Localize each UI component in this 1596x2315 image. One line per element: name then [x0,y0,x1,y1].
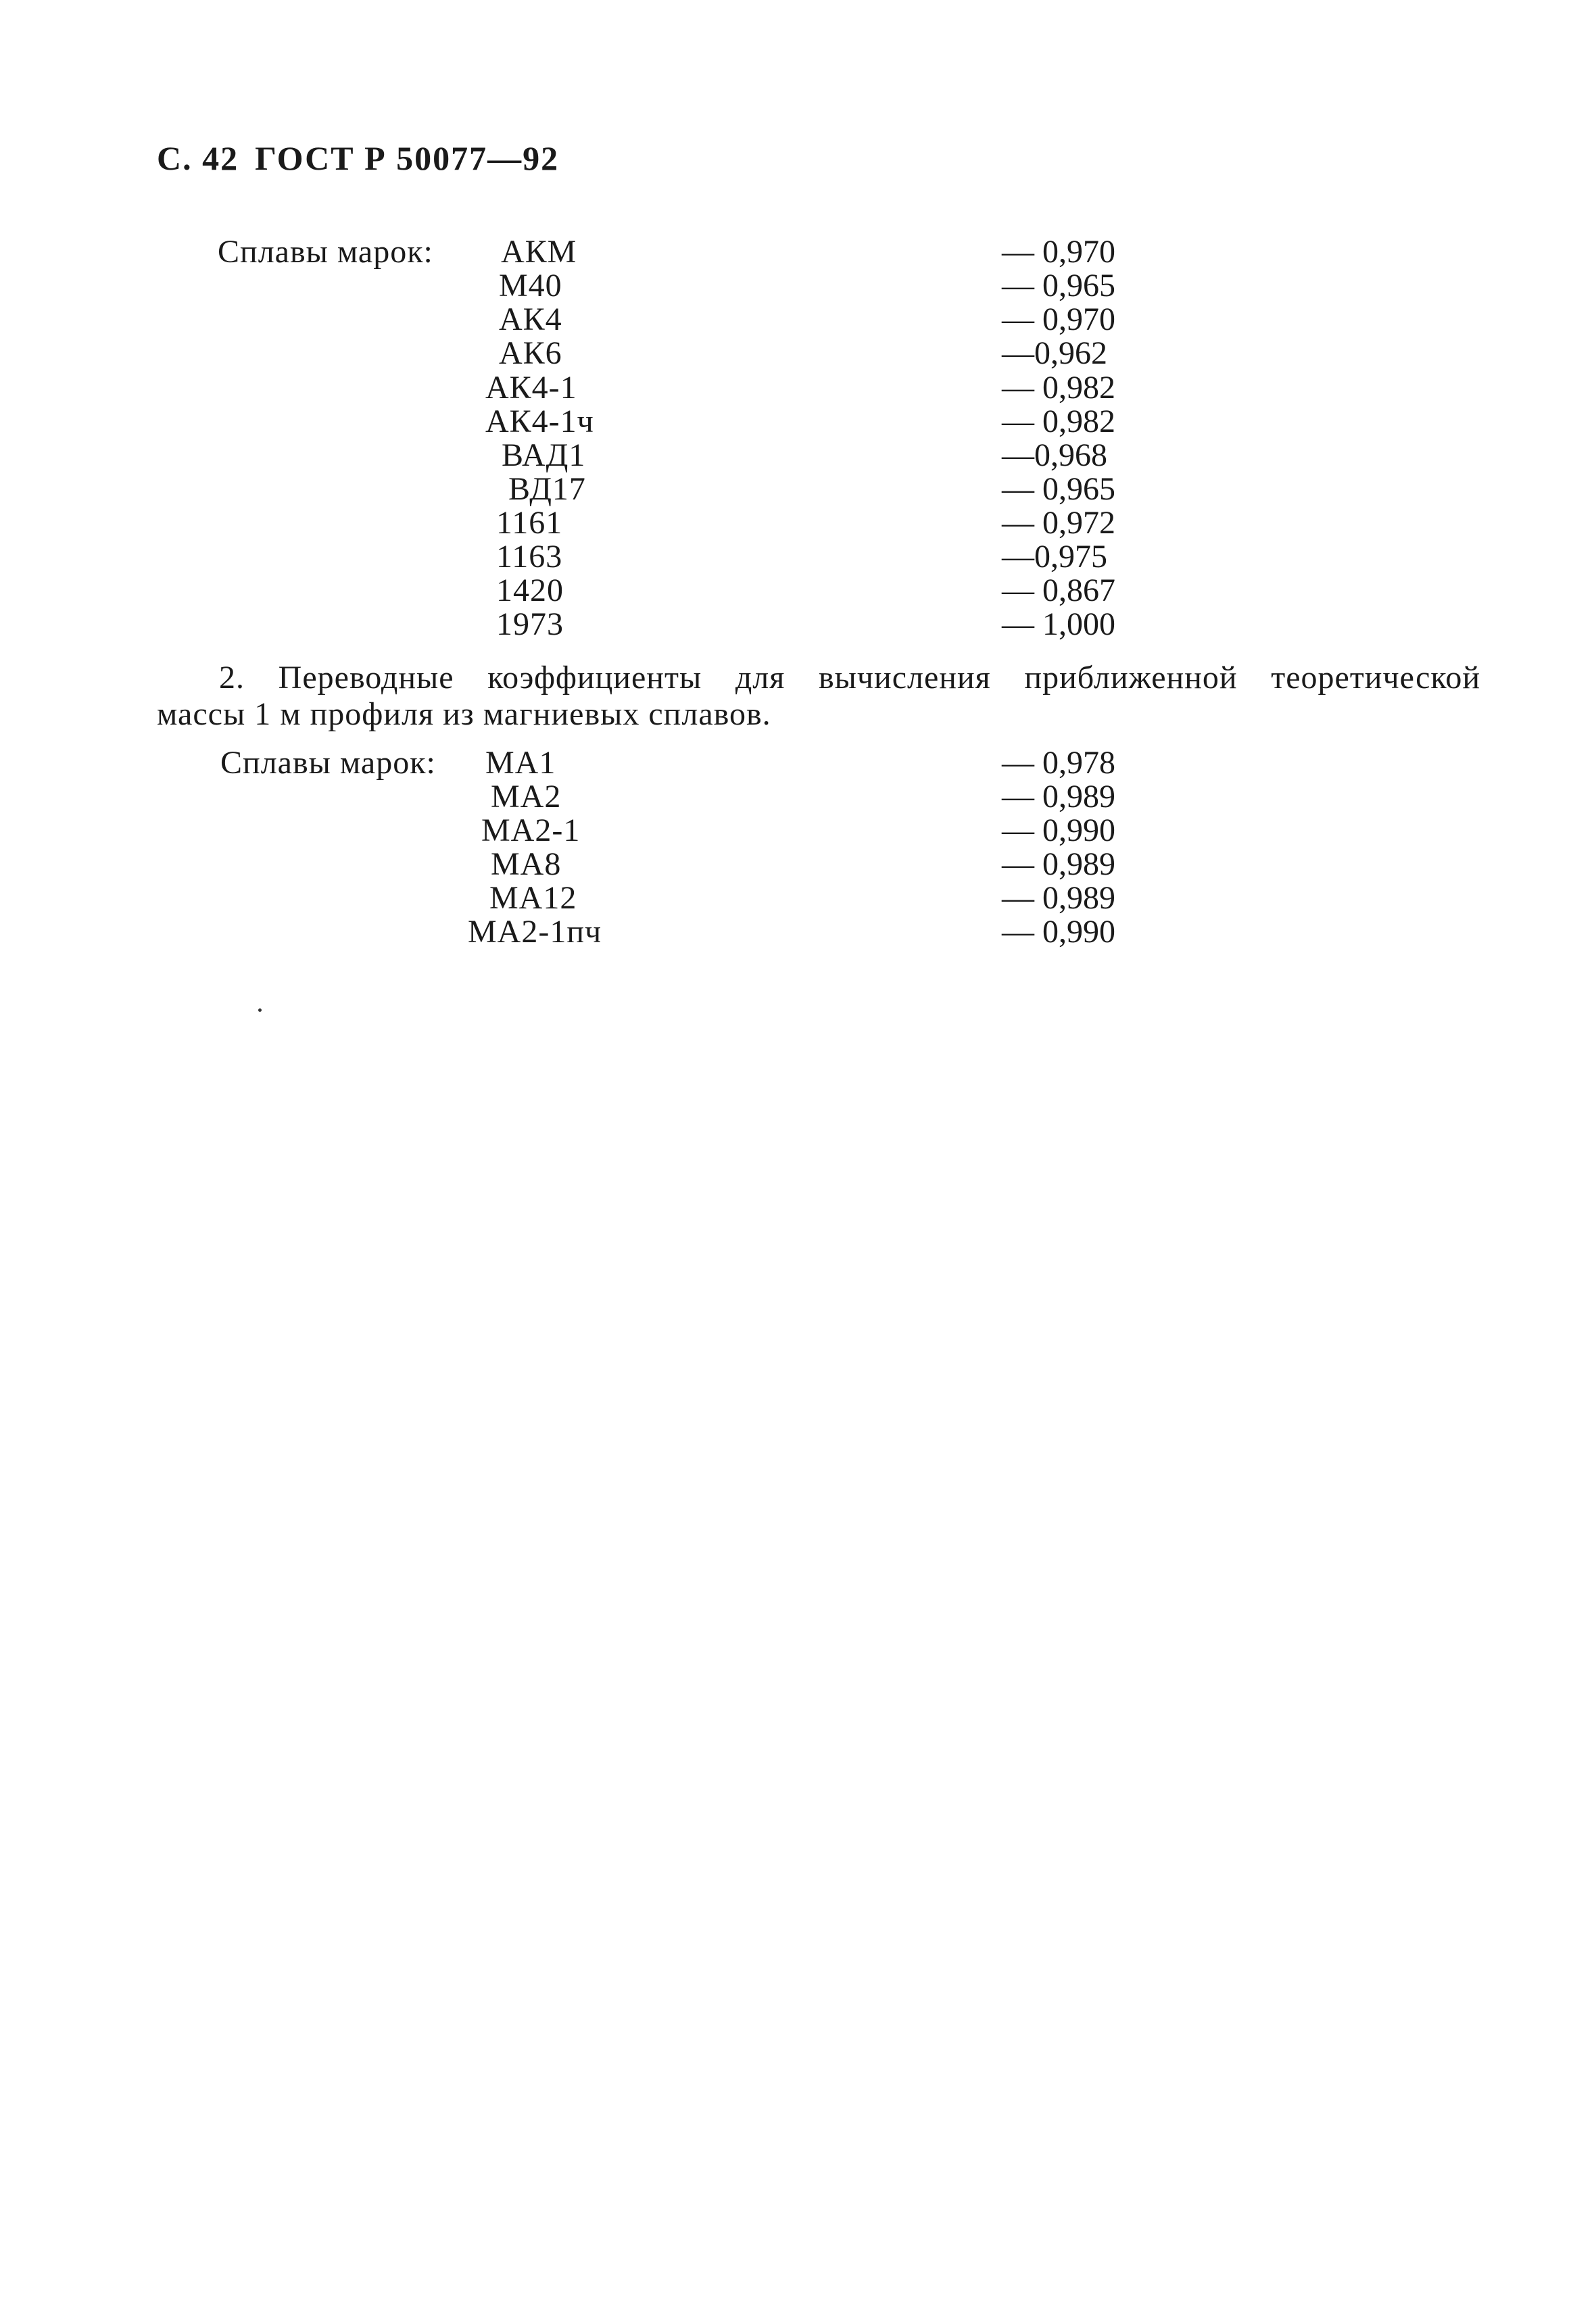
page-number: С. 42 [157,139,239,177]
alloy-grade: АК4-1ч [485,404,594,439]
alloy-grade: М40 [499,268,562,303]
conversion-coefficient: — 0,990 [1002,812,1115,848]
conversion-coefficient: — 0,970 [1002,301,1115,337]
list-item [0,371,1596,405]
paragraph-line: 2. Переводные коэффициенты для вычисления приближенной теоретической [219,660,1480,696]
conversion-coefficient: — 0,989 [1002,846,1115,882]
list-item [0,814,1596,848]
alloy-grade: 1420 [496,572,564,608]
alloy-grade: АКМ [501,234,577,270]
stray-dot [258,1008,262,1012]
standard-designation: ГОСТ Р 50077—92 [255,139,560,177]
list-item [0,472,1596,506]
conversion-coefficient: — 0,989 [1002,779,1115,814]
alloy-grade: АК6 [499,335,562,371]
page-header [157,139,575,178]
list-item [0,608,1596,641]
list-lead-label: Сплавы марок: [220,745,436,781]
alloy-grade: ВАД1 [502,437,586,473]
list-item [0,235,1596,269]
conversion-coefficient: — 0,965 [1002,471,1115,507]
alloy-grade: МА8 [491,846,562,882]
list-item [0,337,1596,370]
conversion-coefficient: —0,962 [1002,335,1107,371]
conversion-coefficient: — 0,982 [1002,370,1115,406]
conversion-coefficient: — 0,965 [1002,268,1115,303]
conversion-coefficient: —0,968 [1002,437,1107,473]
list-item [0,915,1596,949]
alloy-grade: МА2 [491,779,562,814]
conversion-coefficient: — 0,972 [1002,505,1115,541]
alloy-grade: 1163 [496,539,563,575]
alloy-grade: МА1 [485,745,556,781]
conversion-coefficient: — 0,989 [1002,880,1115,916]
list-item [0,439,1596,472]
list-item [0,303,1596,337]
list-lead-label: Сплавы марок: [218,234,433,270]
conversion-coefficient: — 0,867 [1002,572,1115,608]
list-item [0,405,1596,439]
conversion-coefficient: — 1,000 [1002,606,1115,642]
alloy-grade: 1161 [496,505,563,541]
list-item [0,540,1596,574]
list-item [0,746,1596,780]
alloy-grade: АК4 [499,301,562,337]
list-item [0,881,1596,915]
conversion-coefficient: — 0,978 [1002,745,1115,781]
paragraph-2 [157,660,1480,733]
conversion-coefficient: — 0,982 [1002,404,1115,439]
conversion-coefficient: — 0,970 [1002,234,1115,270]
list-item [0,780,1596,814]
alloy-grade: МА2-1 [481,812,581,848]
alloy-grade: АК4-1 [485,370,577,406]
list-item [0,574,1596,608]
alloy-grade: МА12 [489,880,577,916]
alloy-grade: ВД17 [508,471,586,507]
alloy-grade: МА2-1пч [468,914,602,950]
paragraph-line: массы 1 м профиля из магниевых сплавов. [157,696,771,732]
list-item [0,506,1596,540]
conversion-coefficient: —0,975 [1002,539,1107,575]
list-item [0,848,1596,881]
list-item [0,269,1596,303]
conversion-coefficient: — 0,990 [1002,914,1115,950]
alloy-grade: 1973 [496,606,564,642]
